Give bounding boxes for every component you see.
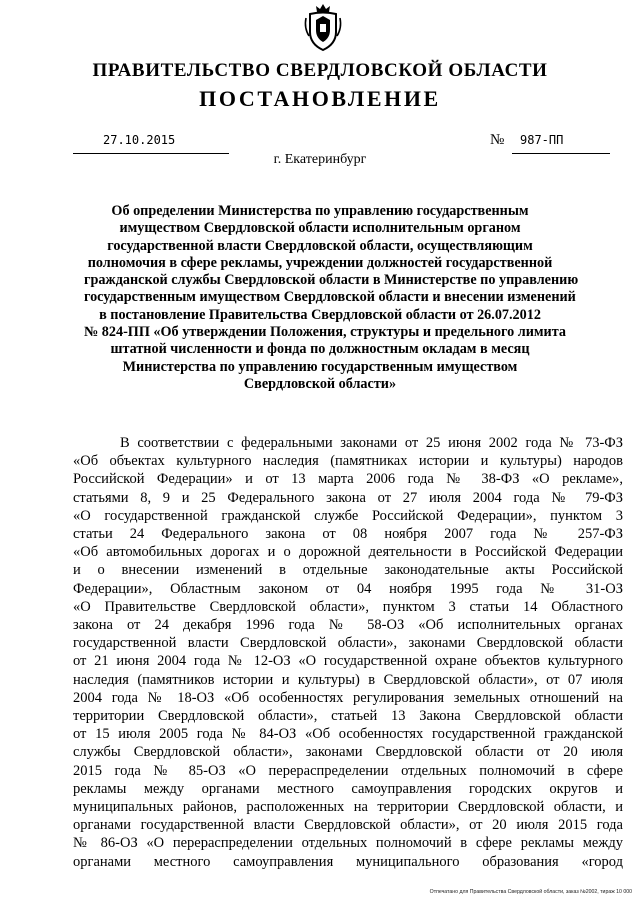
body-line: В соответствии с федеральными законами от 25 июня 2002 года № 73-ФЗ: [120, 435, 623, 451]
body-line: 2015 года № 85-ОЗ «О перераспределении отдельных полномочий в сфере: [73, 762, 623, 779]
document-type: ПОСТАНОВЛЕНИЕ: [199, 86, 441, 111]
title-line: государственной власти Свердловской области, осуществляющим: [107, 237, 533, 254]
title-line: государственным имуществом Свердловской области и внесении изменений: [84, 289, 576, 306]
date-field: [73, 133, 229, 154]
body-line: органами местного самоуправления муниципального образования «город: [73, 853, 623, 870]
body-line: закона от 24 декабря 1996 года № 58-ОЗ «Об исполнительных органах: [73, 617, 623, 634]
number-field: [490, 133, 610, 153]
title-line: гражданской службы Свердловской области в Министерстве по управлению: [84, 272, 579, 289]
body-line: муниципальных районов, расположенных на территории Свердловской области, и: [73, 799, 623, 816]
body-line: «О государственной гражданской службе Российской Федерации», пунктом 3: [73, 507, 623, 524]
body-line: статьи 24 Федерального закона от 08 ноября 2007 года № 257-ФЗ: [73, 526, 623, 543]
title-line: штатной численности и фонда по должностным окладам в месяц: [110, 341, 530, 358]
title-line: Об определении Министерства по управлению государственным: [111, 203, 529, 219]
body-line: Российской Федерации» и от 13 марта 2006 года № 38-ФЗ «О рекламе»,: [73, 471, 623, 488]
body-line: от 21 июня 2004 года № 12-ОЗ «О государственной охране объектов культурного: [73, 653, 623, 670]
title-line: в постановление Правительства Свердловской области от 26.07.2012: [99, 306, 541, 323]
print-note: Отпечатано для Правительства Свердловской области, заказ №2002, тираж 10 000: [429, 889, 632, 895]
title-line: № 824-ПП «Об утверждении Положения, структуры и предельного лимита: [84, 324, 566, 341]
body-line: территории Свердловской области», статьей 13 Закона Свердловской области: [73, 708, 623, 725]
document-number: 987-ПП: [520, 133, 564, 147]
sverdlovsk-coat-of-arms-icon: [303, 2, 343, 52]
body-line: Федерации», Областным законом от 04 ноября 1995 года № 31-ОЗ: [73, 580, 623, 597]
body-line: «О Правительстве Свердловской области», пунктом 3 статьи 14 Областного: [73, 598, 623, 615]
title-line: полномочия в сфере рекламы, учреждении должностей государственной: [87, 254, 553, 271]
title-line: Министерства по управлению государственным имуществом: [122, 358, 518, 375]
title-line: имуществом Свердловской области исполнительным органом: [119, 220, 521, 237]
body-line: № 86-ОЗ «О перераспределении отдельных полномочий в сфере рекламы между: [73, 835, 623, 852]
body-line: органами государственной власти Свердловской области», от 20 июля 2015 года: [73, 817, 623, 834]
document-date: 27.10.2015: [103, 133, 176, 147]
body-line: от 15 июля 2005 года № 84-ОЗ «Об особенностях государственной гражданской: [73, 726, 623, 743]
body-line: службы Свердловской области», законами Свердловской области от 20 июля: [73, 744, 623, 761]
organization-name: ПРАВИТЕЛЬСТВО СВЕРДЛОВСКОЙ ОБЛАСТИ: [92, 60, 548, 81]
number-sign: №: [490, 132, 505, 148]
title-line: Свердловской области»: [243, 375, 397, 392]
body-line: наследия (памятников истории и культуры) в Свердловской области», от 07 июля: [73, 671, 623, 688]
body-line: государственной власти Свердловской области», законами Свердловской области: [73, 635, 623, 652]
body-text: [73, 434, 623, 871]
body-line: 2004 года № 18-ОЗ «Об особенностях регулирования земельных отношений на: [73, 689, 623, 706]
body-line: и о внесении изменений в отдельные законодательные акты Российской: [73, 562, 623, 579]
body-line: статьями 8, 9 и 25 Федерального закона от 27 июля 2004 года № 79-ФЗ: [73, 489, 623, 506]
document-title: [84, 203, 579, 393]
number-underline: [512, 133, 610, 154]
body-line: «Об автомобильных дорогах и о дорожной деятельности в Российской Федерации: [73, 544, 623, 561]
body-line: «Об объектах культурного наследия (памятниках истории и культуры) народов: [73, 453, 623, 470]
body-line: рекламы между органами местного самоуправления городских округов и: [73, 780, 623, 797]
city: г. Екатеринбург: [273, 152, 367, 167]
